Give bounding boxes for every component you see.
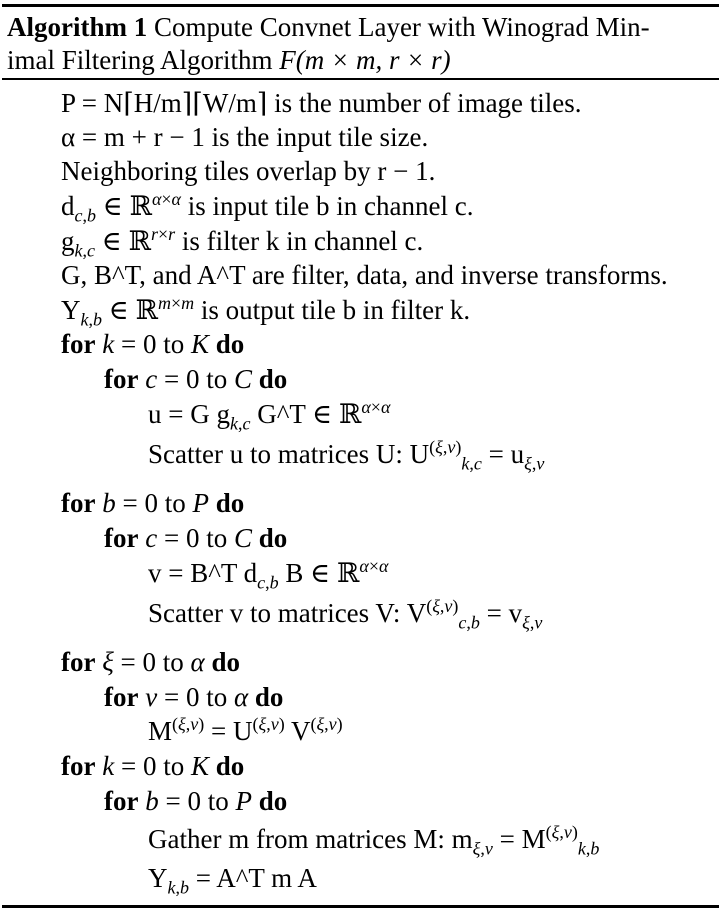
line-transforms (61, 258, 668, 292)
loop-for-k-outputs (61, 749, 244, 783)
scatter-v (148, 596, 543, 633)
algorithm-label: Algorithm 1 (7, 12, 148, 42)
line-overlap-text: Neighboring tiles overlap by r − 1. (61, 156, 436, 186)
bottom-rule (2, 905, 719, 908)
loop-for-b-tiles-1 (61, 486, 244, 520)
loop-for-c-channels-1 (104, 362, 287, 396)
line-alpha-text: α = m + r − 1 is the input tile size. (61, 122, 429, 152)
algorithm-caption-line2 (7, 43, 719, 77)
line-transforms-text: G, B^T, and A^T are filter, data, and inverse transforms. (61, 260, 668, 290)
eq-matrix-multiply-text: $M^{(\xi,\nu)} = U^{(\xi,\nu)}$ $V^{(\xi,\nu)}$ (148, 714, 343, 746)
scatter-v-text: Scatter v to matrices V: $V^{(\xi,\nu)}_{c,b} = v_{\xi,\nu}$ (148, 596, 543, 633)
algorithm-title-math: F(m × m, r × r) (279, 45, 451, 75)
eq-data-transform-text: v = B^T $d_{c,b}$ B ∈ ℝ$^{\alpha\times\alpha}$ (148, 556, 389, 593)
scatter-u (148, 437, 545, 474)
line-tiles (61, 86, 582, 120)
line-input-tile (61, 189, 474, 226)
loop-for-k-filters-text: for k = 0 to K do (61, 329, 245, 359)
scatter-u-text: Scatter u to matrices U: $U^{(\xi,\nu)}_{k,c} = u_{\xi,\nu}$ (148, 437, 545, 474)
loop-for-xi (61, 645, 240, 679)
loop-for-c-channels-2-text: for c = 0 to C do (104, 523, 288, 553)
top-rule (2, 4, 719, 7)
line-output-tile-text: $Y_{k,b}$ ∈ ℝ$^{m\times m}$ is output tile b in filter k. (61, 293, 471, 330)
mid-rule (2, 78, 719, 80)
loop-for-k-outputs-text: for k = 0 to K do (61, 751, 245, 781)
algorithm-title-part1: Compute Convnet Layer with Winograd Min- (153, 12, 650, 42)
eq-matrix-multiply (148, 714, 343, 748)
loop-for-nu-text: for ν = 0 to α do (104, 682, 284, 712)
line-filter (61, 224, 424, 261)
eq-filter-transform (148, 397, 391, 434)
loop-for-b-tiles-2 (104, 784, 287, 818)
loop-for-k-filters (61, 327, 244, 361)
eq-inverse-transform (148, 861, 317, 898)
eq-filter-transform-text: u = G $g_{k,c}$ G^T ∈ ℝ$^{\alpha\times\alpha}$ (148, 397, 391, 434)
line-alpha (61, 120, 428, 154)
line-input-tile-text: $d_{c,b}$ ∈ ℝ$^{\alpha\times\alpha}$ is input tile b in channel c. (61, 189, 474, 226)
algorithm-title-part2: imal Filtering Algorithm (7, 45, 280, 75)
line-output-tile (61, 293, 471, 330)
loop-for-c-channels-1-text: for c = 0 to C do (104, 364, 288, 394)
gather-m (148, 822, 600, 859)
loop-for-b-tiles-2-text: for b = 0 to P do (104, 786, 288, 816)
eq-inverse-transform-text: $Y_{k,b}$ = A^T m A (148, 863, 317, 898)
line-filter-text: $g_{k,c}$ ∈ ℝ$^{r\times r}$ is filter k in channel c. (61, 224, 424, 261)
loop-for-b-tiles-1-text: for b = 0 to P do (61, 488, 245, 518)
loop-for-nu (104, 680, 283, 714)
line-overlap (61, 154, 435, 188)
eq-data-transform (148, 556, 389, 593)
loop-for-c-channels-2 (104, 521, 287, 555)
algorithm-caption-line1 (7, 10, 719, 44)
gather-m-text: Gather m from matrices M: $m_{\xi,\nu} = M^{(\xi,\nu)}_{k,b}$ (148, 822, 600, 859)
line-tiles-text: P = N⌈H/m⌉⌈W/m⌉ is the number of image tiles. (61, 88, 582, 118)
loop-for-xi-text: for ξ = 0 to α do (61, 647, 240, 677)
